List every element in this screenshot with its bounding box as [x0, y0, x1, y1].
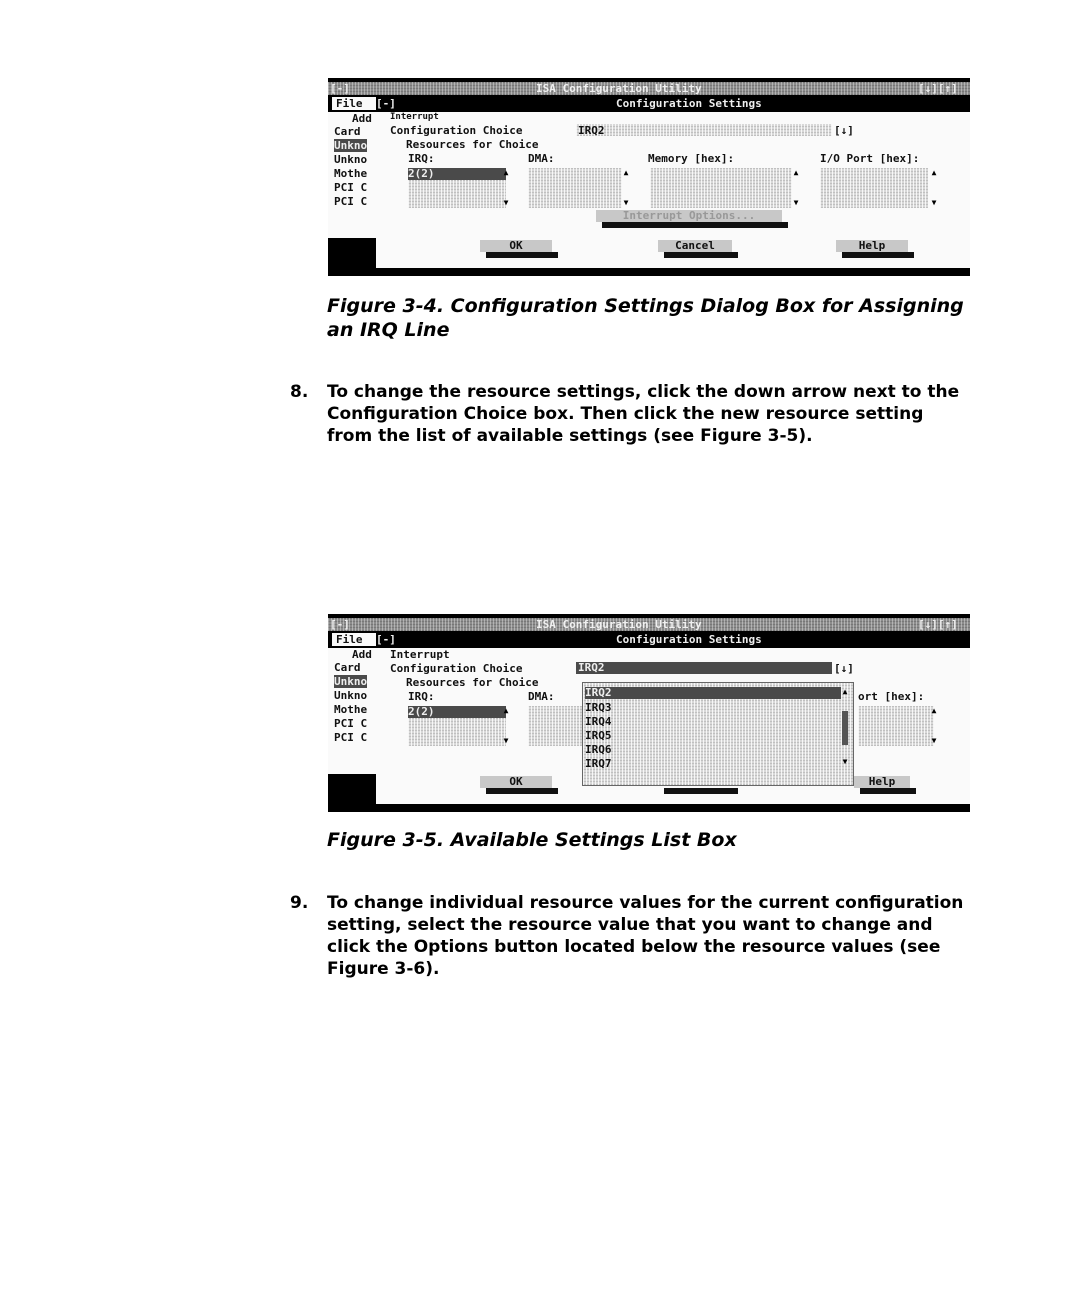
sidebar-item[interactable]: PCI C	[334, 731, 368, 744]
sidebar-item[interactable]: PCI C	[334, 181, 368, 194]
configuration-dialog	[376, 112, 970, 268]
dialog-title: Configuration Settings	[616, 633, 762, 646]
available-settings-listbox[interactable]	[582, 682, 854, 786]
main-window-sidebar	[328, 112, 376, 238]
memory-scroll-down-icon[interactable]: ▼	[793, 198, 799, 207]
sidebar-item[interactable]: PCI C	[334, 717, 368, 730]
sidebar-item[interactable]: Add	[352, 648, 372, 661]
file-menu[interactable]: File	[332, 633, 376, 646]
settings-list-item[interactable]: IRQ5	[585, 729, 612, 742]
app-title: ISA Configuration Utility	[536, 618, 702, 631]
dma-scroll-down-icon[interactable]: ▼	[623, 198, 629, 207]
figure-3-5-caption: Figure 3-5. Available Settings List Box	[327, 829, 737, 851]
cancel-button-shadow	[664, 788, 738, 794]
irq-listbox[interactable]	[408, 168, 506, 208]
irq-scroll-up-icon[interactable]: ▲	[503, 168, 509, 177]
ok-button[interactable]: OK	[480, 776, 552, 788]
interrupt-options-button[interactable]: Interrupt Options...	[596, 210, 782, 222]
sidebar-item[interactable]: Unkno	[334, 689, 368, 702]
sidebar-item-selected[interactable]: Unkno	[334, 675, 368, 688]
main-window-sidebar	[328, 648, 376, 774]
window-controls[interactable]: [↓][↑]	[918, 618, 958, 631]
cancel-button-shadow	[664, 252, 738, 258]
dialog-system-icon[interactable]: [-]	[376, 97, 396, 110]
sidebar-item-selected[interactable]: Unkno	[334, 139, 368, 152]
interrupt-label: Interrupt	[390, 112, 439, 122]
ok-button[interactable]: OK	[480, 240, 552, 252]
irq-label: IRQ:	[408, 690, 435, 703]
settings-list-item[interactable]: IRQ6	[585, 743, 612, 756]
dma-listbox[interactable]	[528, 706, 588, 746]
io-port-listbox[interactable]	[820, 168, 928, 208]
cancel-button[interactable]: Cancel	[658, 240, 732, 252]
dialog-system-icon[interactable]: [-]	[376, 633, 396, 646]
figure-3-5-screenshot	[328, 614, 970, 812]
memory-listbox[interactable]	[650, 168, 792, 208]
irq-list-item[interactable]: 2(2)	[408, 706, 506, 718]
step-text: To change the resource settings, click the down arrow next to the Configuration Choice box. Then click the new resource setting from the list of available settings (see Figure 3-5).	[327, 382, 960, 446]
dma-listbox[interactable]	[528, 168, 622, 208]
memory-label: Memory [hex]:	[648, 152, 735, 165]
settings-list-item[interactable]: IRQ4	[585, 715, 612, 728]
app-title: ISA Configuration Utility	[536, 82, 702, 95]
interrupt-label: Interrupt	[390, 648, 450, 661]
configuration-dialog	[376, 648, 970, 804]
io-port-listbox[interactable]	[858, 706, 934, 746]
sidebar-item[interactable]: Unkno	[334, 153, 368, 166]
configuration-choice-combobox[interactable]	[576, 662, 832, 674]
configuration-choice-label: Configuration Choice	[390, 662, 523, 675]
settings-list-item[interactable]: IRQ3	[585, 701, 612, 714]
configuration-choice-value: IRQ2	[578, 661, 605, 674]
irq-scroll-up-icon[interactable]: ▲	[503, 706, 509, 715]
io-scroll-up-icon[interactable]: ▲	[931, 168, 937, 177]
dropdown-arrow-button[interactable]: [↓]	[834, 662, 854, 675]
sidebar-item[interactable]: Mothe	[334, 167, 368, 180]
dropdown-arrow-button[interactable]: [↓]	[834, 124, 854, 137]
sidebar-item[interactable]: Card	[334, 125, 361, 138]
help-button[interactable]: Help	[836, 240, 908, 252]
resources-label: Resources for Choice	[406, 676, 539, 689]
help-button-shadow	[860, 788, 916, 794]
window-controls[interactable]: [↓][↑]	[918, 82, 958, 95]
system-menu-icon[interactable]: [-]	[330, 618, 350, 631]
irq-label: IRQ:	[408, 152, 435, 165]
figure-3-4-screenshot	[328, 78, 970, 276]
memory-scroll-up-icon[interactable]: ▲	[793, 168, 799, 177]
irq-listbox[interactable]	[408, 706, 506, 746]
step-text: To change individual resource values for the current configuration setting, select the resource value that you want to change and click the Options button located below the resource values (see Figure 3-6).	[327, 893, 964, 979]
list-scroll-up-icon[interactable]: ▲	[842, 687, 848, 696]
configuration-choice-combobox[interactable]	[576, 124, 832, 136]
dialog-title: Configuration Settings	[616, 97, 762, 110]
sidebar-item[interactable]: Card	[334, 661, 361, 674]
ok-button-shadow	[486, 252, 558, 258]
io-scroll-down-icon[interactable]: ▼	[931, 736, 937, 745]
configuration-choice-value: IRQ2	[578, 124, 605, 137]
step-number: 9.	[290, 893, 309, 913]
irq-list-item[interactable]: 2(2)	[408, 168, 506, 180]
io-port-label: I/O Port [hex]:	[820, 152, 920, 165]
dma-label: DMA:	[528, 152, 555, 165]
sidebar-item[interactable]: Add	[352, 112, 372, 125]
figure-3-4-caption: Figure 3-4. Configuration Settings Dialog Box for Assigning an IRQ Line	[327, 295, 964, 341]
io-scroll-down-icon[interactable]: ▼	[931, 198, 937, 207]
ok-button-shadow	[486, 788, 558, 794]
sidebar-item[interactable]: PCI C	[334, 195, 368, 208]
options-button-shadow	[602, 222, 788, 228]
list-scrollbar-thumb[interactable]	[842, 711, 848, 745]
io-scroll-up-icon[interactable]: ▲	[931, 706, 937, 715]
irq-scroll-down-icon[interactable]: ▼	[503, 736, 509, 745]
list-scroll-down-icon[interactable]: ▼	[842, 757, 848, 766]
configuration-choice-label: Configuration Choice	[390, 124, 523, 137]
help-button-shadow	[842, 252, 914, 258]
dma-label: DMA:	[528, 690, 555, 703]
file-menu[interactable]: File	[332, 97, 376, 110]
resources-label: Resources for Choice	[406, 138, 539, 151]
irq-scroll-down-icon[interactable]: ▼	[503, 198, 509, 207]
dma-scroll-up-icon[interactable]: ▲	[623, 168, 629, 177]
sidebar-item[interactable]: Mothe	[334, 703, 368, 716]
settings-list-item-selected[interactable]: IRQ2	[585, 687, 841, 699]
io-port-label-partial: ort [hex]:	[858, 690, 925, 703]
step-number: 8.	[290, 382, 309, 402]
help-button[interactable]: Help	[854, 776, 910, 788]
system-menu-icon[interactable]: [-]	[330, 82, 350, 95]
settings-list-item[interactable]: IRQ7	[585, 757, 612, 770]
